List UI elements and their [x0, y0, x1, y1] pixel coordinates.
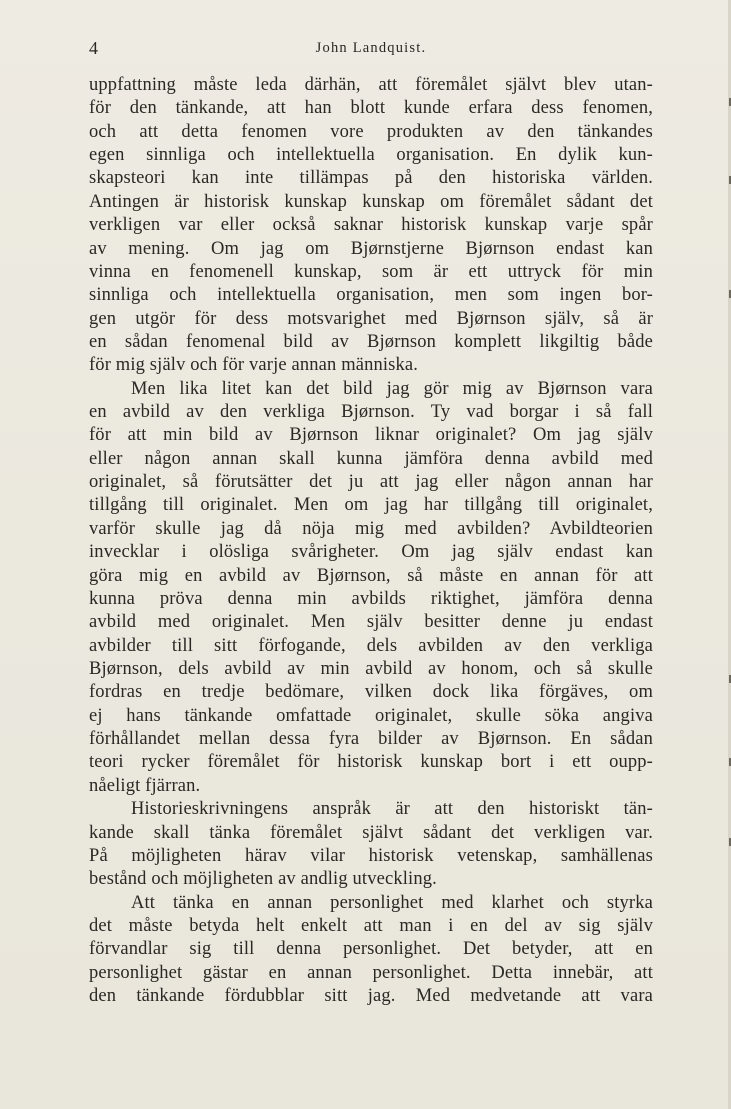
body-text: [89, 74, 653, 1008]
text-line: sinnliga och intellektuella organisation, men som ingen bor-: [89, 285, 653, 306]
text-line: vinna en fenomenell kunskap, som är ett uttryck för min: [89, 261, 653, 282]
page-header: [89, 38, 653, 62]
text-line: förhållandet mellan dessa fyra bilder av Bjørnson. En sådan: [89, 729, 653, 750]
text-line: för mig själv och för varje annan människa.: [89, 355, 419, 376]
text-line: tillgång till originalet. Men om jag har tillgång till originalet,: [89, 495, 653, 516]
text-line: verkligen var eller också saknar historisk kunskap varje spår: [89, 215, 653, 236]
text-line: en avbild av den verkliga Bjørnson. Ty vad borgar i så fall: [89, 402, 653, 423]
running-head: John Landquist.: [315, 40, 427, 56]
text-line: invecklar i olösliga svårigheter. Om jag själv endast kan: [89, 542, 653, 563]
text-line: kande skall tänka föremålet självt sådant det verkligen var.: [89, 822, 653, 843]
text-line: uppfattning måste leda därhän, att föremålet självt blev utan-: [89, 75, 653, 95]
text-line: nåeligt fjärran.: [89, 775, 201, 796]
text-line: gen utgör för dess motsvarighet med Bjørnson själv, så är: [89, 308, 653, 329]
text-line: avbild med originalet. Men själv besitter denne ju endast: [89, 612, 653, 633]
text-line: göra mig en avbild av Bjørnson, så måste en annan för att: [89, 565, 653, 586]
text-line: ej hans tänkande omfattade originalet, skulle söka angiva: [89, 705, 653, 726]
text-line: av mening. Om jag om Bjørnstjerne Bjørnson endast kan: [89, 238, 653, 259]
text-line: originalet, så förutsätter det ju att jag eller någon annan har: [89, 472, 653, 493]
page-number: 4: [89, 38, 99, 58]
text-line: för att min bild av Bjørnson liknar originalet? Om jag själv: [89, 425, 653, 446]
text-line: och att detta fenomen vore produkten av den tänkandes: [89, 121, 653, 142]
text-line: kunna pröva denna min avbilds riktighet, jämföra denna: [89, 588, 653, 609]
text-line: Historieskrivningens anspråk är att den historiskt tän-: [131, 799, 653, 820]
text-line: eller någon annan skall kunna jämföra denna avbild med: [89, 448, 653, 469]
text-line: förvandlar sig till denna personlighet. Det betyder, att en: [89, 939, 653, 960]
text-line: Att tänka en annan personlighet med klarhet och styrka: [131, 892, 653, 913]
text-line: teori rycker föremålet för historisk kunskap bort i ett oupp-: [89, 752, 653, 773]
text-line: det måste betyda helt enkelt att man i en del av sig själv: [89, 915, 653, 936]
text-line: varför skulle jag då nöja mig med avbilden? Avbildteorien: [89, 518, 653, 539]
text-line: Bjørnson, dels avbild av min avbild av honom, och så skulle: [89, 658, 653, 679]
text-line: fordras en tredje bedömare, vilken dock lika förgäves, om: [89, 682, 653, 703]
text-line: Antingen är historisk kunskap kunskap om föremålet sådant det: [89, 191, 653, 212]
text-line: Men lika litet kan det bild jag gör mig av Bjørnson vara: [131, 378, 653, 399]
text-line: avbilder till sitt förfogande, dels avbilden av den verkliga: [89, 635, 653, 656]
text-line: för den tänkande, att han blott kunde erfara dess fenomen,: [89, 98, 653, 119]
text-line: personlighet gästar en annan personlighet. Detta innebär, att: [89, 962, 653, 983]
text-line: egen sinnliga och intellektuella organisation. En dylik kun-: [89, 145, 653, 166]
text-line: en sådan fenomenal bild av Bjørnson komplett likgiltig både: [89, 331, 653, 352]
text-line: skapsteori kan inte tillämpas på den historiska världen.: [89, 168, 653, 189]
text-line: På möjligheten härav vilar historisk vetenskap, samhällenas: [89, 845, 653, 866]
text-line: bestånd och möjligheten av andlig utveckling.: [89, 869, 437, 890]
text-line: den tänkande fördubblar sitt jag. Med medvetande att vara: [89, 986, 653, 1007]
